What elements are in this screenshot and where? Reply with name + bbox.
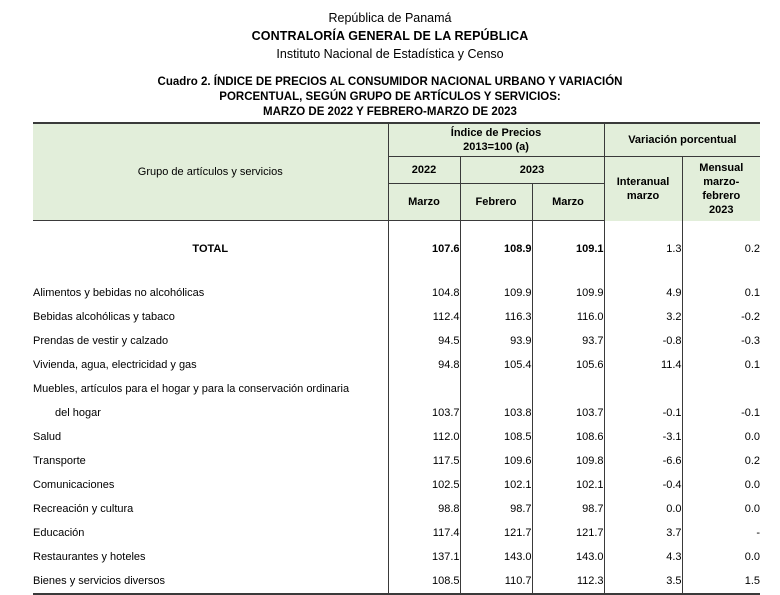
header-group-variation bbox=[604, 123, 760, 157]
row-value-marzo-2023: 93.7 bbox=[532, 329, 604, 353]
table-header bbox=[33, 123, 760, 221]
page-title-line-1: Cuadro 2. ÍNDICE DE PRECIOS AL CONSUMIDOR NACIONAL URBANO Y VARIACIÓN bbox=[157, 76, 623, 88]
row-value-interanual: -0.1 bbox=[604, 401, 682, 425]
header-month-marzo-2022: Marzo bbox=[388, 184, 460, 221]
row-label: TOTAL bbox=[192, 243, 229, 255]
header-var-interanual bbox=[604, 157, 682, 221]
table-row bbox=[33, 449, 760, 473]
row-value-febrero-2023: 98.7 bbox=[460, 497, 532, 521]
row-value-marzo-2023: 143.0 bbox=[532, 545, 604, 569]
row-value-febrero-2023: 109.9 bbox=[460, 281, 532, 305]
row-value-marzo-2023: 108.6 bbox=[532, 425, 604, 449]
row-value-marzo-2022: 98.8 bbox=[388, 497, 460, 521]
header-var-mensual bbox=[682, 157, 760, 221]
header-var-mensual-line3: febrero bbox=[702, 189, 741, 202]
header-year-2022: 2022 bbox=[388, 157, 460, 184]
row-value-febrero-2023: 110.7 bbox=[460, 569, 532, 594]
row-value-interanual: 11.4 bbox=[604, 353, 682, 377]
row-value-interanual: 3.2 bbox=[604, 305, 682, 329]
row-value-febrero-2023: 116.3 bbox=[460, 305, 532, 329]
row-value-interanual: 4.3 bbox=[604, 545, 682, 569]
row-value-mensual: 0.2 bbox=[682, 449, 760, 473]
header-stub-label: Grupo de artículos y servicios bbox=[137, 166, 283, 178]
table-row-total bbox=[33, 231, 760, 267]
row-value-marzo-2023: 109.1 bbox=[532, 231, 604, 267]
row-value-interanual: 4.9 bbox=[604, 281, 682, 305]
row-value-febrero-2023: 105.4 bbox=[460, 353, 532, 377]
row-label: Alimentos y bebidas no alcohólicas bbox=[33, 287, 205, 299]
spacer-c4 bbox=[604, 267, 682, 281]
table-row bbox=[33, 353, 760, 377]
row-value-interanual: -0.8 bbox=[604, 329, 682, 353]
table-row bbox=[33, 569, 760, 594]
row-value-marzo-2023: 98.7 bbox=[532, 497, 604, 521]
row-value-mensual: -0.3 bbox=[682, 329, 760, 353]
spacer-c5 bbox=[682, 267, 760, 281]
row-value-interanual: -3.1 bbox=[604, 425, 682, 449]
header-month-marzo-2023: Marzo bbox=[532, 184, 604, 221]
table-row bbox=[33, 401, 760, 425]
header-group-index-line2: 2013=100 (a) bbox=[463, 141, 529, 153]
row-label: Salud bbox=[33, 431, 62, 443]
row-value-marzo-2022: 104.8 bbox=[388, 281, 460, 305]
row-value-mensual bbox=[682, 377, 760, 401]
row-value-marzo-2022: 94.8 bbox=[388, 353, 460, 377]
gap-c1 bbox=[388, 221, 460, 232]
row-value-febrero-2023 bbox=[460, 377, 532, 401]
row-value-mensual: 1.5 bbox=[682, 569, 760, 594]
row-value-marzo-2022: 137.1 bbox=[388, 545, 460, 569]
row-value-febrero-2023: 108.5 bbox=[460, 425, 532, 449]
row-value-mensual: 0.2 bbox=[682, 231, 760, 267]
row-value-febrero-2023: 109.6 bbox=[460, 449, 532, 473]
row-value-febrero-2023: 102.1 bbox=[460, 473, 532, 497]
row-value-interanual: 0.0 bbox=[604, 497, 682, 521]
row-value-marzo-2022: 103.7 bbox=[388, 401, 460, 425]
cpi-table-container bbox=[33, 122, 760, 595]
page-title-line-3: MARZO DE 2022 Y FEBRERO-MARZO DE 2023 bbox=[263, 106, 517, 118]
table-row bbox=[33, 281, 760, 305]
row-value-febrero-2023: 93.9 bbox=[460, 329, 532, 353]
spacer-c2 bbox=[460, 267, 532, 281]
gap-c5 bbox=[682, 221, 760, 232]
row-label: Bienes y servicios diversos bbox=[33, 569, 388, 594]
header-group-index-line1: Índice de Precios bbox=[450, 127, 542, 139]
row-value-interanual bbox=[604, 377, 682, 401]
table-row bbox=[33, 521, 760, 545]
row-value-marzo-2022: 117.5 bbox=[388, 449, 460, 473]
header-group-index bbox=[388, 123, 604, 157]
row-label: Muebles, artículos para el hogar y para la conservación ordinaria bbox=[33, 383, 350, 395]
masthead-country: República de Panamá bbox=[328, 11, 452, 25]
row-value-mensual: 0.0 bbox=[682, 473, 760, 497]
row-value-interanual: 3.5 bbox=[604, 569, 682, 594]
total-spacer-row bbox=[33, 267, 760, 281]
row-value-marzo-2023: 116.0 bbox=[532, 305, 604, 329]
row-value-marzo-2022 bbox=[388, 377, 460, 401]
table-row bbox=[33, 545, 760, 569]
header-var-interanual-line2: marzo bbox=[626, 189, 660, 202]
row-value-marzo-2023: 112.3 bbox=[532, 569, 604, 594]
row-value-marzo-2022: 94.5 bbox=[388, 329, 460, 353]
row-value-marzo-2023: 109.9 bbox=[532, 281, 604, 305]
row-value-febrero-2023: 143.0 bbox=[460, 545, 532, 569]
row-label: Bebidas alcohólicas y tabaco bbox=[33, 311, 175, 323]
row-value-marzo-2022: 112.4 bbox=[388, 305, 460, 329]
row-label: Restaurantes y hoteles bbox=[33, 551, 146, 563]
gap-stub bbox=[33, 221, 388, 232]
gap-c3 bbox=[532, 221, 604, 232]
row-value-mensual: -0.1 bbox=[682, 401, 760, 425]
page-title-line-2: PORCENTUAL, SEGÚN GRUPO DE ARTÍCULOS Y SERVICIOS: bbox=[219, 91, 561, 103]
table-row bbox=[33, 329, 760, 353]
masthead-institution: CONTRALORÍA GENERAL DE LA REPÚBLICA bbox=[251, 29, 529, 43]
header-row-groups bbox=[33, 123, 760, 157]
row-value-interanual: -0.4 bbox=[604, 473, 682, 497]
row-value-mensual: 0.0 bbox=[682, 425, 760, 449]
masthead bbox=[0, 0, 780, 63]
row-value-marzo-2022: 102.5 bbox=[388, 473, 460, 497]
header-gap-row bbox=[33, 221, 760, 232]
header-var-mensual-line1: Mensual bbox=[699, 161, 744, 174]
row-value-febrero-2023: 121.7 bbox=[460, 521, 532, 545]
row-label: Transporte bbox=[33, 455, 86, 467]
table-row bbox=[33, 497, 760, 521]
row-value-marzo-2022: 107.6 bbox=[388, 231, 460, 267]
header-var-interanual-line1: Interanual bbox=[616, 175, 670, 188]
header-var-mensual-line4: 2023 bbox=[709, 203, 734, 216]
row-value-interanual: -6.6 bbox=[604, 449, 682, 473]
row-value-marzo-2022: 112.0 bbox=[388, 425, 460, 449]
row-value-mensual: 0.1 bbox=[682, 353, 760, 377]
header-var-mensual-line2: marzo- bbox=[703, 175, 740, 188]
row-value-marzo-2023: 121.7 bbox=[532, 521, 604, 545]
row-value-mensual: 0.0 bbox=[682, 545, 760, 569]
row-value-febrero-2023: 108.9 bbox=[460, 231, 532, 267]
table-body bbox=[33, 221, 760, 595]
cpi-table bbox=[33, 122, 760, 595]
page-title bbox=[0, 75, 780, 120]
row-value-febrero-2023: 103.8 bbox=[460, 401, 532, 425]
header-month-febrero-2023: Febrero bbox=[460, 184, 532, 221]
row-label: Vivienda, agua, electricidad y gas bbox=[33, 359, 197, 371]
spacer-c3 bbox=[532, 267, 604, 281]
row-value-mensual: - bbox=[682, 521, 760, 545]
gap-c2 bbox=[460, 221, 532, 232]
row-label: Comunicaciones bbox=[33, 479, 115, 491]
table-row bbox=[33, 377, 760, 401]
row-value-mensual: -0.2 bbox=[682, 305, 760, 329]
header-group-variation-label: Variación porcentual bbox=[628, 134, 737, 146]
row-value-marzo-2023: 102.1 bbox=[532, 473, 604, 497]
row-value-marzo-2023 bbox=[532, 377, 604, 401]
row-label: del hogar bbox=[55, 407, 101, 419]
spacer-stub bbox=[33, 267, 388, 281]
row-label: Educación bbox=[33, 527, 85, 539]
row-value-marzo-2022: 117.4 bbox=[388, 521, 460, 545]
row-value-mensual: 0.1 bbox=[682, 281, 760, 305]
row-value-interanual: 3.7 bbox=[604, 521, 682, 545]
row-label: Prendas de vestir y calzado bbox=[33, 335, 169, 347]
table-row bbox=[33, 425, 760, 449]
header-year-2023: 2023 bbox=[460, 157, 604, 184]
row-label: Recreación y cultura bbox=[33, 503, 134, 515]
masthead-department: Instituto Nacional de Estadística y Censo bbox=[276, 47, 504, 61]
row-value-marzo-2023: 105.6 bbox=[532, 353, 604, 377]
spacer-c1 bbox=[388, 267, 460, 281]
row-value-interanual: 1.3 bbox=[604, 231, 682, 267]
table-row bbox=[33, 305, 760, 329]
header-stub bbox=[33, 123, 388, 221]
row-value-marzo-2022: 108.5 bbox=[388, 569, 460, 594]
row-value-mensual: 0.0 bbox=[682, 497, 760, 521]
row-value-marzo-2023: 109.8 bbox=[532, 449, 604, 473]
table-row bbox=[33, 473, 760, 497]
gap-c4 bbox=[604, 221, 682, 232]
row-value-marzo-2023: 103.7 bbox=[532, 401, 604, 425]
